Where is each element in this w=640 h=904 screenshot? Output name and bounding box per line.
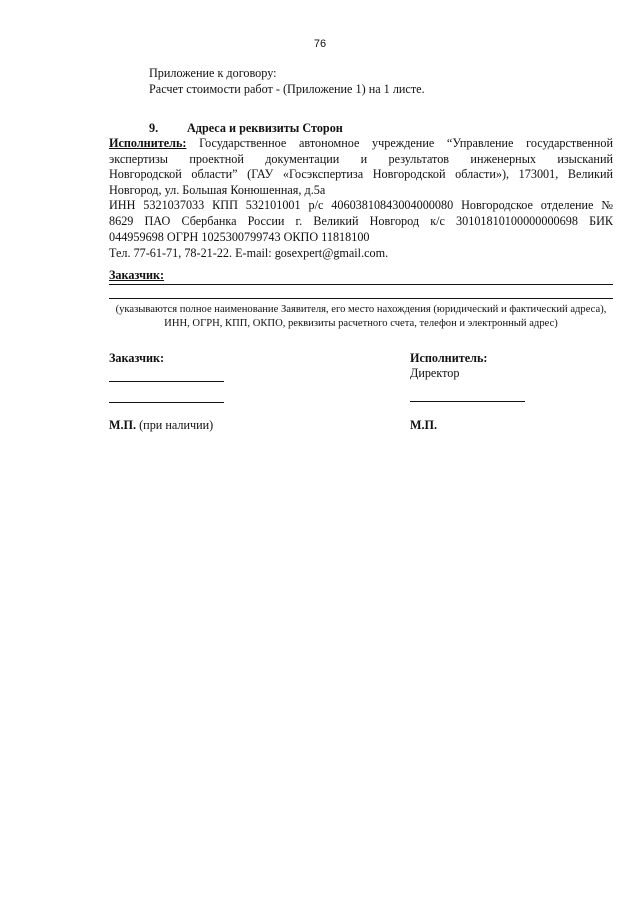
customer-field-hint [109,303,613,331]
section-number: 9. [149,121,159,135]
customer-field-label: Заказчик: [109,268,165,282]
executor-line-3: Новгородской области” (ГАУ «Госэкспертиза Новгородской области»), 173001, Великий [109,167,613,182]
customer-stamp [109,418,213,433]
customer-signature-title: Заказчик: [109,351,165,365]
customer-signature-line-2 [109,402,224,403]
executor-line-7: 044959698 ОГРН 1025300799743 ОКПО 11818100 [109,229,370,244]
executor-label: Исполнитель: [109,136,187,150]
attachment-block [149,66,425,97]
executor-position: Директор [410,366,460,380]
customer-signature-line-1 [109,381,224,382]
executor-line-1: Государственное автономное учреждение “Управление государственной [186,136,613,150]
executor-details [109,136,613,262]
executor-stamp [410,418,437,433]
executor-contacts: Тел. 77-61-71, 78-21-22. E-mail: gosexpert@gmail.com. [109,246,389,261]
attachment-line-2: Расчет стоимости работ - (Приложение 1) на 1 листе. [149,81,425,96]
executor-line-5: ИНН 5321037033 КПП 532101001 р/с 40603810843004000080 Новгородское отделение № [109,198,613,213]
customer-stamp-label: М.П. [109,418,137,432]
customer-hint-line-2: ИНН, ОГРН, КПП, ОКПО, реквизиты расчетного счета, телефон и электронный адрес) [164,318,558,329]
page-number: 76 [313,38,327,50]
executor-stamp-label: М.П. [410,418,438,432]
executor-signature-block [410,351,570,402]
customer-field-line [109,298,613,299]
section-title: Адреса и реквизиты Сторон [187,121,343,135]
section-heading [149,121,343,136]
attachment-line-1: Приложение к договору: [149,66,277,80]
executor-line-2: экспертизы проектной документации и результатов инженерных изысканий [109,151,613,166]
executor-line-6: 8629 ПАО Сбербанка России г. Великий Новгород к/с 30101810100000000698 БИК [109,213,613,228]
customer-stamp-note: (при наличии) [136,418,214,432]
executor-line-4: Новгород, ул. Большая Конюшенная, д.5а [109,182,326,197]
customer-signature-block [109,351,269,403]
executor-signature-line [410,401,525,402]
customer-field [109,268,613,285]
executor-signature-title: Исполнитель: [410,351,488,365]
customer-hint-line-1: (указываются полное наименование Заявителя, его место нахождения (юридический и фактический адреса), [115,304,607,315]
